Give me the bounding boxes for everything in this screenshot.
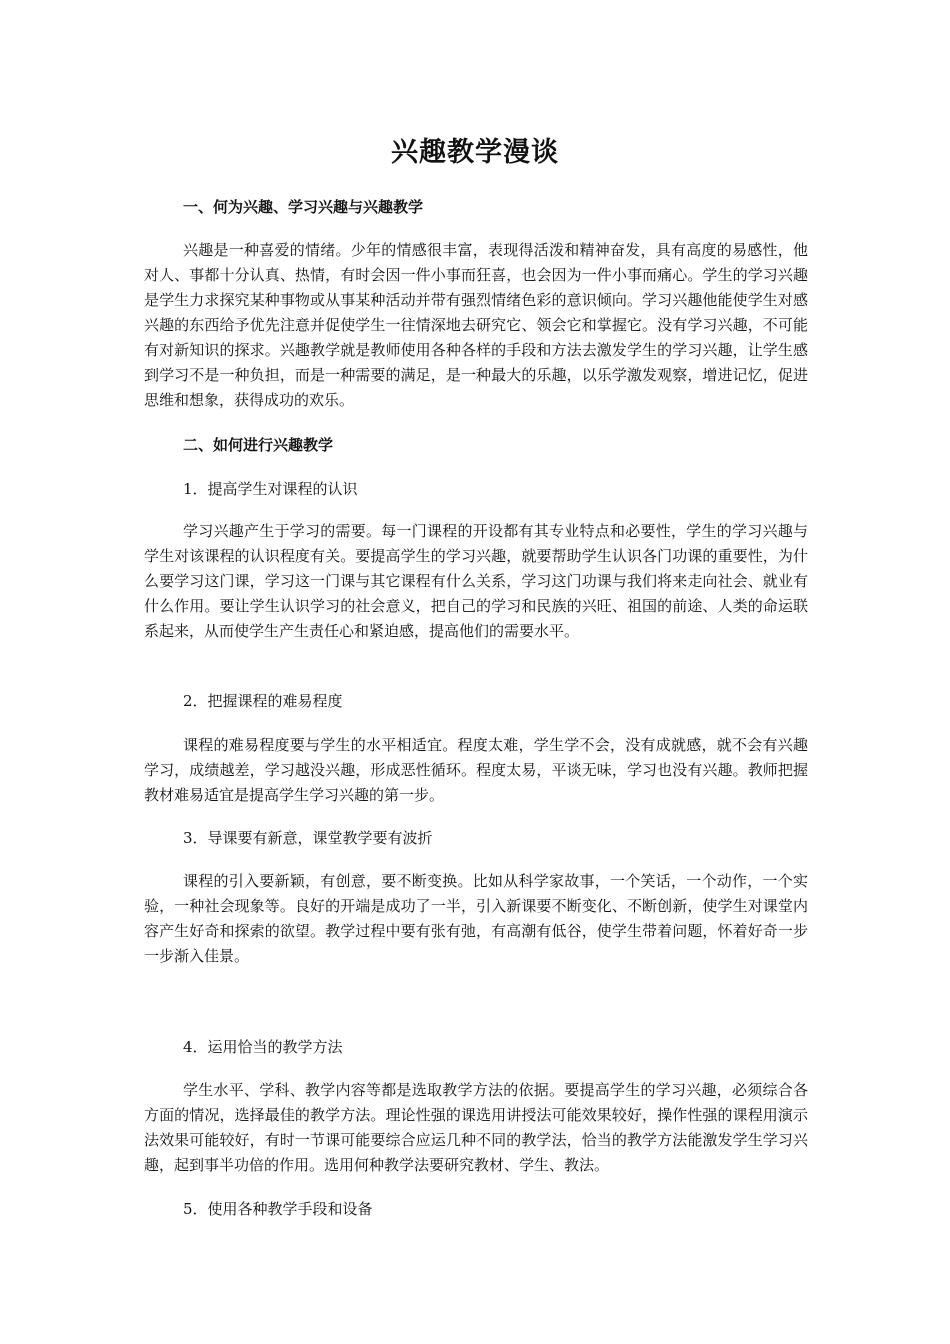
item-2-paragraph: 课程的难易程度要与学生的水平相适宜。程度太难，学生学不会，没有成就感，就不会有兴趣学习，成绩越差，学习越没兴趣，形成恶性循环。程度太易，平谈无味，学习也没有兴趣。教师把握教材难易适宜是提高学生学习兴趣的第一步。 <box>144 736 808 804</box>
item-5-title: 5．使用各种教学手段和设备 <box>183 1200 373 1218</box>
document-title: 兴趣教学漫谈 <box>391 137 559 168</box>
item-4-title: 4．运用恰当的教学方法 <box>183 1038 343 1056</box>
item-3-title: 3．导课要有新意，课堂教学要有波折 <box>183 829 433 847</box>
item-4-paragraph: 学生水平、学科、教学内容等都是选取教学方法的依据。要提高学生的学习兴趣，必须综合各方面的情况，选择最佳的教学方法。理论性强的课选用讲授法可能效果较好，操作性强的课程用演示法效果可能较好，有时一节课可能要综合应运几种不同的教学法，恰当的教学方法能激发学生学习兴趣，起到事半功倍的作用。选用何种教学法要研究教材、学生、教法。 <box>144 1081 808 1174</box>
item-3-paragraph: 课程的引入要新颖，有创意，要不断变换。比如从科学家故事，一个笑话，一个动作，一个实验，一种社会现象等。良好的开端是成功了一半，引入新课要不断变化、不断创新，使学生对课堂内容产生好奇和探索的欲望。教学过程中要有张有弛，有高潮有低谷，使学生带着问题，怀着好奇一步一步渐入佳景。 <box>144 872 808 965</box>
section-1-heading: 一、何为兴趣、学习兴趣与兴趣教学 <box>183 198 424 216</box>
section-2-heading: 二、如何进行兴趣教学 <box>183 436 334 454</box>
section-1-paragraph: 兴趣是一种喜爱的情绪。少年的情感很丰富，表现得活泼和精神奋发，具有高度的易感性，他对人、事都十分认真、热情，有时会因一件小事而狂喜，也会因为一件小事而痛心。学生的学习兴趣是学生力求探究某种事物或从事某种活动并带有强烈情绪色彩的意识倾向。学习兴趣他能使学生对感兴趣的东西给予优先注意并促使学生一往情深地去研究它、领会它和掌握它。没有学习兴趣，不可能有对新知识的探求。兴趣教学就是教师使用各种各样的手段和方法去激发学生的学习兴趣，让学生感到学习不是一种负担，而是一种需要的满足，是一种最大的乐趣，以乐学激发观察，增进记忆，促进思维和想象，获得成功的欢乐。 <box>144 241 808 409</box>
item-1-paragraph: 学习兴趣产生于学习的需要。每一门课程的开设都有其专业特点和必要性，学生的学习兴趣与学生对该课程的认识程度有关。要提高学生的学习兴趣，就要帮助学生认识各门功课的重要性，为什么要学习这门课，学习这一门课与其它课程有什么关系，学习这门功课与我们将来走向社会、就业有什么作用。要让学生认识学习的社会意义，把自己的学习和民族的兴旺、祖国的前途、人类的命运联系起来，从而使学生产生责任心和紧迫感，提高他们的需要水平。 <box>144 522 808 640</box>
item-1-title: 1．提高学生对课程的认识 <box>183 480 358 498</box>
item-2-title: 2．把握课程的难易程度 <box>183 692 343 710</box>
